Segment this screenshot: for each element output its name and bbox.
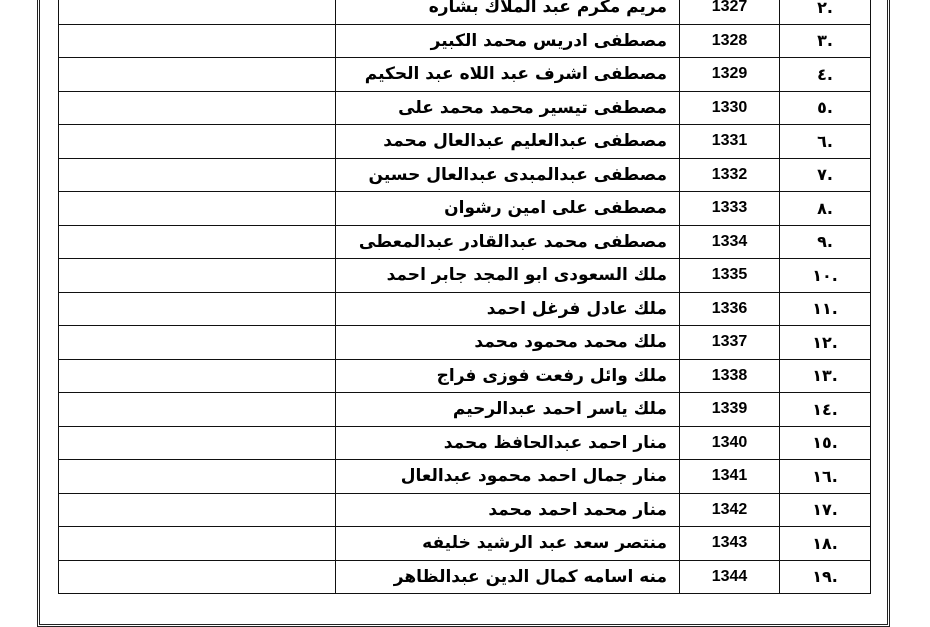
seat-number-cell: 1329	[680, 58, 780, 92]
blank-cell	[59, 225, 336, 259]
blank-cell	[59, 493, 336, 527]
blank-cell	[59, 393, 336, 427]
row-index-cell: .٣	[780, 24, 871, 58]
table-row	[59, 393, 871, 427]
table-row	[59, 292, 871, 326]
blank-cell	[59, 0, 336, 24]
student-name-cell: ملك ياسر احمد عبدالرحيم	[336, 393, 680, 427]
student-name-cell: مصطفى محمد عبدالقادر عبدالمعطى	[336, 225, 680, 259]
blank-cell	[59, 125, 336, 159]
blank-cell	[59, 560, 336, 594]
table-row	[59, 58, 871, 92]
table-row	[59, 259, 871, 293]
row-index-cell: .١٥	[780, 426, 871, 460]
seat-number-cell: 1330	[680, 91, 780, 125]
seat-number-cell: 1342	[680, 493, 780, 527]
blank-cell	[59, 192, 336, 226]
blank-cell	[59, 158, 336, 192]
student-name-cell: منار محمد احمد محمد	[336, 493, 680, 527]
student-name-cell: منار احمد عبدالحافظ محمد	[336, 426, 680, 460]
student-name-cell: منه اسامه كمال الدين عبدالظاهر	[336, 560, 680, 594]
row-index-cell: .٦	[780, 125, 871, 159]
table-row	[59, 493, 871, 527]
table-row	[59, 326, 871, 360]
seat-number-cell: 1338	[680, 359, 780, 393]
row-index-cell: .٥	[780, 91, 871, 125]
row-index-cell: .٢	[780, 0, 871, 24]
student-name-cell: مصطفى عبدالعليم عبدالعال محمد	[336, 125, 680, 159]
row-index-cell: .٩	[780, 225, 871, 259]
student-name-cell: منار جمال احمد محمود عبدالعال	[336, 460, 680, 494]
seat-number-cell: 1328	[680, 24, 780, 58]
table-row	[59, 225, 871, 259]
row-index-cell: .٧	[780, 158, 871, 192]
student-name-cell: مصطفى على امين رشوان	[336, 192, 680, 226]
student-name-cell: ملك وائل رفعت فوزى فراج	[336, 359, 680, 393]
row-index-cell: .١٩	[780, 560, 871, 594]
student-roster-table	[58, 0, 871, 594]
student-name-cell: مصطفى ادريس محمد الكبير	[336, 24, 680, 58]
student-name-cell: ملك محمد محمود محمد	[336, 326, 680, 360]
seat-number-cell: 1339	[680, 393, 780, 427]
seat-number-cell: 1335	[680, 259, 780, 293]
seat-number-cell: 1331	[680, 125, 780, 159]
blank-cell	[59, 460, 336, 494]
row-index-cell: .٤	[780, 58, 871, 92]
table-row	[59, 527, 871, 561]
student-name-cell: مريم مكرم عبد الملاك بشاره	[336, 0, 680, 24]
table-row	[59, 426, 871, 460]
student-name-cell: ملك السعودى ابو المجد جابر احمد	[336, 259, 680, 293]
table-row	[59, 158, 871, 192]
seat-number-cell: 1344	[680, 560, 780, 594]
row-index-cell: .١٨	[780, 527, 871, 561]
table-row	[59, 359, 871, 393]
blank-cell	[59, 326, 336, 360]
seat-number-cell: 1341	[680, 460, 780, 494]
seat-number-cell: 1343	[680, 527, 780, 561]
row-index-cell: .١٧	[780, 493, 871, 527]
table-row	[59, 460, 871, 494]
table-row	[59, 125, 871, 159]
row-index-cell: .١٠	[780, 259, 871, 293]
seat-number-cell: 1337	[680, 326, 780, 360]
student-name-cell: منتصر سعد عبد الرشيد خليفه	[336, 527, 680, 561]
row-index-cell: .١١	[780, 292, 871, 326]
student-name-cell: ملك عادل فرغل احمد	[336, 292, 680, 326]
seat-number-cell: 1332	[680, 158, 780, 192]
seat-number-cell: 1334	[680, 225, 780, 259]
blank-cell	[59, 292, 336, 326]
row-index-cell: .١٤	[780, 393, 871, 427]
blank-cell	[59, 91, 336, 125]
row-index-cell: .١٣	[780, 359, 871, 393]
student-name-cell: مصطفى تيسير محمد محمد على	[336, 91, 680, 125]
table-row	[59, 24, 871, 58]
row-index-cell: .١٢	[780, 326, 871, 360]
student-name-cell: مصطفى عبدالمبدى عبدالعال حسين	[336, 158, 680, 192]
blank-cell	[59, 527, 336, 561]
seat-number-cell: 1336	[680, 292, 780, 326]
seat-number-cell: 1327	[680, 0, 780, 24]
row-index-cell: .٨	[780, 192, 871, 226]
table-row	[59, 0, 871, 24]
seat-number-cell: 1340	[680, 426, 780, 460]
blank-cell	[59, 58, 336, 92]
table-row	[59, 91, 871, 125]
blank-cell	[59, 359, 336, 393]
blank-cell	[59, 259, 336, 293]
blank-cell	[59, 24, 336, 58]
blank-cell	[59, 426, 336, 460]
table-row	[59, 560, 871, 594]
student-name-cell: مصطفى اشرف عبد اللاه عبد الحكيم	[336, 58, 680, 92]
table-row	[59, 192, 871, 226]
row-index-cell: .١٦	[780, 460, 871, 494]
seat-number-cell: 1333	[680, 192, 780, 226]
roster-body	[59, 0, 871, 594]
